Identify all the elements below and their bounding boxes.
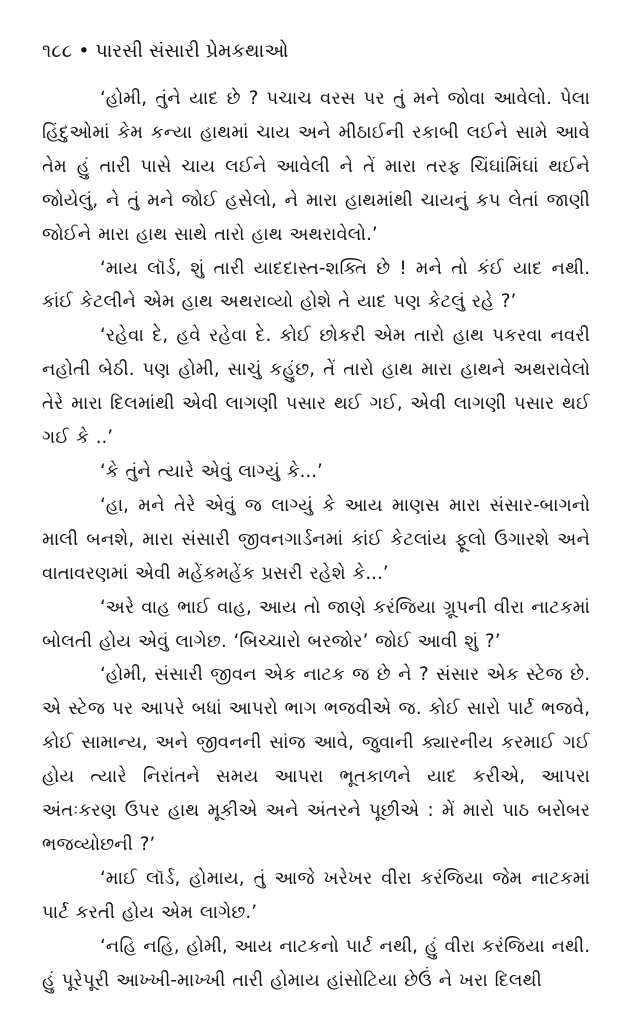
- paragraph: ‘હોમી, સંસારી જીવન એક નાટક જ છે ને ? સંસાર એક સ્ટેજ છે. એ સ્ટેજ પર આપરે બધાં આપરો ભાગ ભજવીએ જ. કોઈ સારો પાર્ટ ભજવે, કોઈ સામાન્ય, અને જીવનની સાંજ આવે, જુવાની ક્યારનીય કરમાઈ ગઈ હોય ત્યારે નિરાંતને સમય આપરા ભૂતકાળને યાદ કરીએ, આપરા અંતઃકરણ ઉપર હાથ મૂકીએ અને અંતરને પૂછીએ : મેં મારો પાઠ બરોબર ભજવ્યોછની ?’: [42, 664, 590, 855]
- paragraph: ‘કે તુંને ત્યારે એવું લાગ્યું કે...’: [100, 460, 323, 482]
- paragraph: ‘માય લૉર્ડ, શું તારી યાદદાસ્ત-શક્તિ છે ! મને તો કંઈ યાદ નથી. કાંઈ કેટલીને એમ હાથ અથરાવ્યો હોશે તે યાદ પણ કેટલું રહે ?’: [42, 257, 590, 313]
- bullet-separator: •: [78, 40, 90, 62]
- paragraph: ‘અરે વાહ ભાઈ વાહ, આય તો જાણે કરંજિયા ગ્રૂપની વીરા નાટકમાં બોલતી હોય એવું લાગેછ. ‘બિચ્ચારો બરજોર’ જોઈ આવી શું ?’: [42, 596, 590, 652]
- running-head: [42, 38, 590, 64]
- paragraph: ‘માઈ લૉર્ડ, હોમાય, તું આજે ખરેખર વીરા કરંજિયા જેમ નાટકમાં પાર્ટ કરતી હોય એમ લાગેછ.’: [42, 867, 590, 923]
- paragraph: ‘રહેવા દે, હવે રહેવા દે. કોઈ છોકરી એમ તારો હાથ પકરવા નવરી નહોતી બેઠી. પણ હોમી, સાચું કહુંછ, તેં તારો હાથ મારા હાથને અથરાવેલો તેરે મારા દિલમાંથી એવી લાગણી પસાર થઈ ગઈ, એવી લાગણી પસાર થઈ ગઈ કે ..’: [42, 325, 590, 449]
- page-number: ૧૮૮: [42, 40, 73, 62]
- paragraph: ‘નહિ નહિ, હોમી, આય નાટકનો પાર્ટ નથી, હું વીરા કરંજિયા નથી. હું પૂરેપૂરી આખ્ખી-માખ્ખી તારી હોમાય હાંસોટિયા છેઉં ને ખરા દિલથી: [42, 935, 590, 991]
- paragraph: ‘હા, મને તેરે એવું જ લાગ્યું કે આય માણસ મારા સંસાર-બાગનો માલી બનશે, મારા સંસારી જીવનગાર્ડનમાં કાંઈ કેટલાંય ફૂલો ઉગારશે અને વાતાવરણમાં એવી મહેંકમહેંક પ્રસરી રહેશે કે...’: [42, 494, 590, 584]
- paragraph: ‘હોમી, તુંને યાદ છે ? પચાચ વરસ પર તું મને જોવા આવેલો. પેલા હિંદુઓમાં કેમ કન્યા હાથમાં ચાય અને મીઠાઈની રકાબી લઈને સામે આવે તેમ હું તારી પાસે ચાય લઈને આવેલી ને તેં મારા તરફ ચિંઘાંમિંઘાં થઈને જોયેલું, ને તું મને જોઈ હસેલો, ને મારા હાથમાંથી ચાયનું કપ લેતાં જાણી જોઈને મારા હાથ સાથે તારો હાથ અથરાવેલો.’: [42, 88, 590, 245]
- book-title: પારસી સંસારી પ્રેમકથાઓ: [95, 40, 289, 62]
- body-text: [42, 82, 590, 997]
